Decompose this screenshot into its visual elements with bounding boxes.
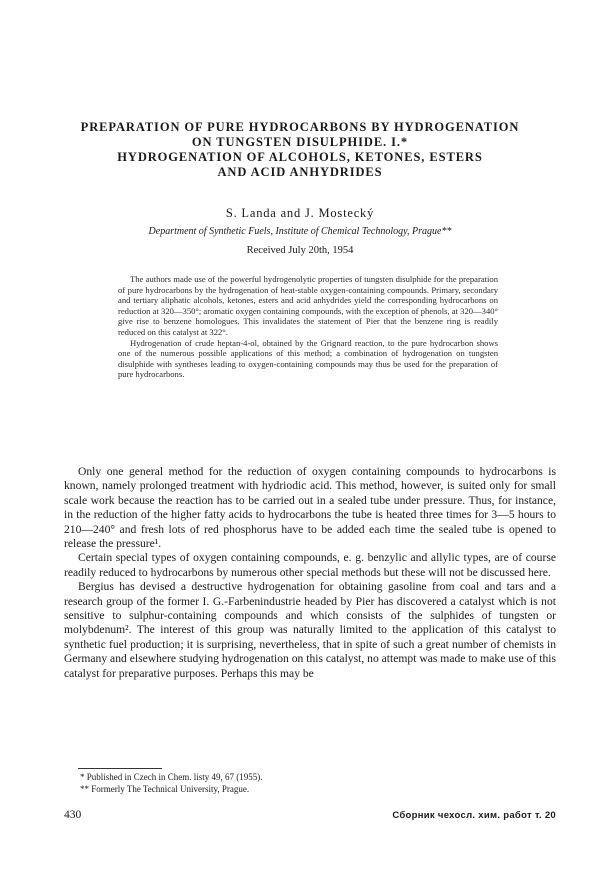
body-paragraph: Only one general method for the reduction of oxygen containing compounds to hydrocarbons is known, namely prolonged treatment with hydriodic acid. This method, however, is suited only for small scale work because the reaction has to be carried out in a sealed tube under pressure. Thus, for instance, in the reduction of the higher fatty acids to hydrocarbons the tube is heated three times for 3—5 hours to 210—240° and fresh lots of red phosphorus have to be added each time the sealed tube is opened to release the pressure¹. [64, 465, 556, 551]
title-line: HYDROGENATION OF ALCOHOLS, KETONES, ESTERS [117, 150, 483, 164]
body-paragraph: Bergius has devised a destructive hydrogenation for obtaining gasoline from coal and tars and a research group of the former I. G.-Farbenindustrie headed by Pier has discovered a catalyst which is not sensitive to sulphur-containing compounds and which consists of the sulphides of tungsten or molybdenum². The interest of this group was naturally limited to the application of this catalyst to synthetic fuel production; it is surprising, nevertheless, that in spite of such a great number of chemists in Germany and elsewhere studying hydrogenation on this catalyst, no attempt was made to make use of this catalyst for preparative purposes. Perhaps this may be [64, 580, 556, 680]
title-line: AND ACID ANHYDRIDES [217, 165, 383, 179]
affiliation: Department of Synthetic Fuels, Institute of Chemical Technology, Prague** [148, 226, 452, 237]
article-title [40, 120, 560, 180]
page-number: 430 [64, 809, 82, 821]
footnotes [80, 772, 520, 795]
abstract-paragraph: The authors made use of the powerful hydrogenolytic properties of tungsten disulphide for the preparation of pure hydrocarbons by the hydrogenation of heat-stable oxygen-containing compounds. Primary, secondary and tertiary aliphatic alcohols, ketones, esters and acid anhydrides yield the corresponding hydrocarbons on reduction at 320—350°; aromatic oxygen containing compounds, with the exception of phenols, at 320—340° give rise to benzene homologues. This invalidates the statement of Pier that the benzene ring is readily reduced on this catalyst at 322°. [118, 274, 498, 337]
received-date: Received July 20th, 1954 [246, 245, 354, 256]
body-text [64, 465, 556, 681]
footnote: * Published in Czech in Chem. listy 49, 67 (1955). [80, 772, 263, 782]
journal-name: Сборник чехосл. хим. работ т. 20 [392, 810, 556, 821]
footnote: ** Formerly The Technical University, Prague. [80, 783, 250, 794]
abstract [118, 274, 498, 380]
title-line: PREPARATION OF PURE HYDROCARBONS BY HYDROGENATION [80, 120, 520, 134]
body-paragraph: Certain special types of oxygen containing compounds, e. g. benzylic and allylic types, are of course readily reduced to hydrocarbons by numerous other special methods but these will not be discussed here. [64, 551, 556, 579]
footnote-rule [78, 768, 162, 769]
abstract-paragraph: Hydrogenation of crude heptan-4-ol, obtained by the Grignard reaction, to the pure hydrocarbon shows one of the numerous possible applications of this method; a combination of hydrogenation on tungsten disulphide with syntheses leading to oxygen-containing compounds may thus be used for the preparation of pure hydrocarbons. [118, 337, 498, 380]
authors: S. Landa and J. Mostecký [225, 206, 375, 220]
title-line: ON TUNGSTEN DISULPHIDE. I.* [191, 135, 409, 149]
